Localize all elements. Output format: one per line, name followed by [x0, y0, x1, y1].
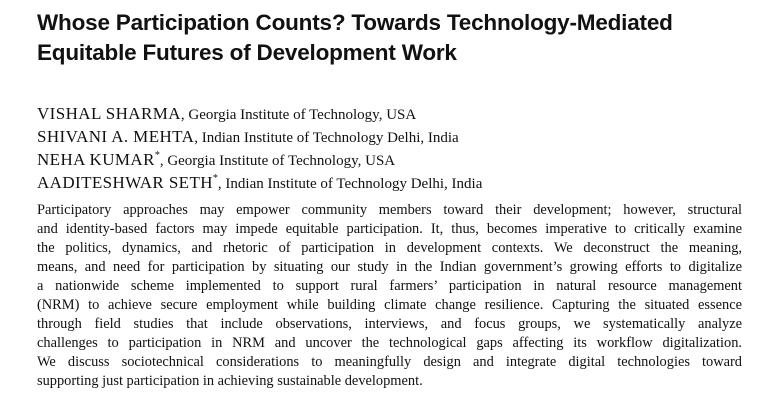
- author-entry: [37, 121, 767, 144]
- author-entry: [37, 167, 767, 190]
- author-footnote-mark: *: [154, 150, 160, 161]
- author-affiliation: , Indian Institute of Technology Delhi, India: [194, 130, 459, 146]
- author-list: [37, 98, 767, 190]
- author-footnote-mark: *: [212, 173, 218, 184]
- abstract-line: means, and need for participation by situating our study in the Indian government’s growing efforts to digitalize: [37, 259, 742, 275]
- paper-title: [37, 8, 767, 68]
- abstract-line: a nationwide scheme implemented to support rural farmers’ participation in natural resource management: [37, 278, 742, 294]
- abstract-line: the politics, dynamics, and rhetoric of participation in development contexts. We deconstruct the meaning,: [37, 240, 742, 256]
- title-line: Equitable Futures of Development Work: [37, 40, 457, 65]
- author-name: SHIVANI A. MEHTA: [37, 127, 195, 146]
- abstract-line: through field studies that include observations, interviews, and focus groups, we systematically analyze: [37, 316, 742, 332]
- author-name: NEHA KUMAR: [37, 150, 155, 169]
- author-name: AADITESHWAR SETH: [37, 173, 213, 192]
- abstract-line: challenges to participation in NRM and uncover the technological gaps affecting its workflow digitalization.: [37, 335, 742, 351]
- abstract-line: We discuss sociotechnical considerations to meaningfully design and integrate digital technologies toward: [37, 354, 742, 370]
- abstract-line: and identity-based factors may impede equitable participation. It, thus, becomes imperative to critically examine: [37, 221, 742, 237]
- abstract-line: (NRM) to achieve secure employment while building climate change resilience. Capturing the situated essence: [37, 297, 742, 313]
- abstract-line: supporting just participation in achieving sustainable development.: [37, 373, 423, 389]
- abstract: [37, 201, 742, 391]
- author-entry: [37, 98, 767, 121]
- author-affiliation: , Georgia Institute of Technology, USA: [159, 153, 396, 169]
- author-entry: [37, 144, 767, 167]
- author-name: VISHAL SHARMA: [37, 104, 181, 123]
- author-affiliation: , Indian Institute of Technology Delhi, India: [217, 176, 483, 192]
- title-line: Whose Participation Counts? Towards Technology-Mediated: [37, 10, 673, 35]
- abstract-line: Participatory approaches may empower community members toward their development; however, structural: [37, 202, 742, 218]
- author-affiliation: , Georgia Institute of Technology, USA: [180, 107, 417, 123]
